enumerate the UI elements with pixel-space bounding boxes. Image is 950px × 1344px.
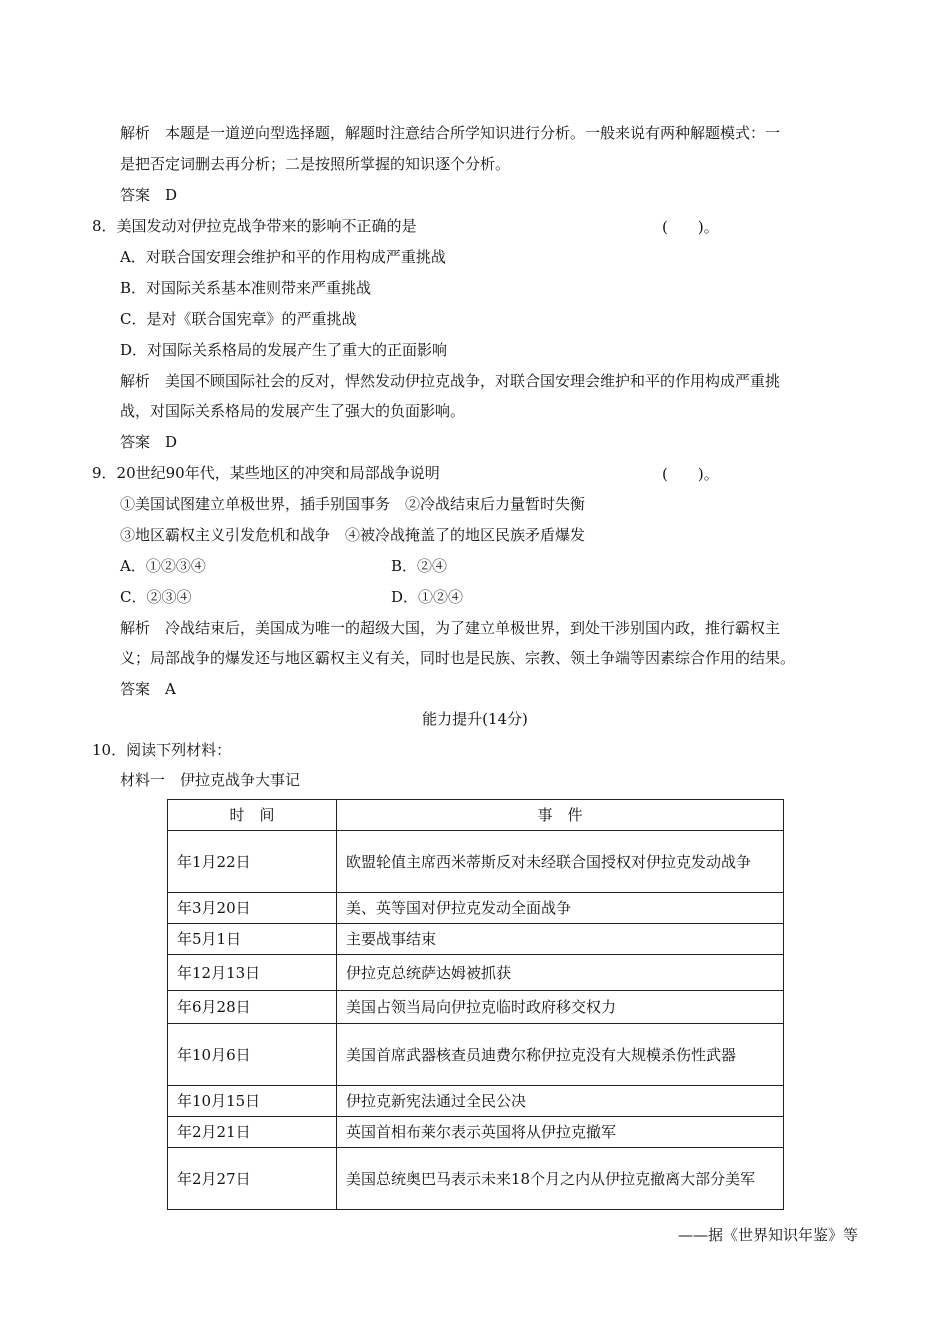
q9-option-d: D．①②④	[391, 588, 464, 606]
header-time: 时 间	[168, 800, 337, 831]
q9-analysis-line1: 解析 冷战结束后，美国成为唯一的超级大国，为了建立单极世界，到处干涉别国内政，推行霸权主	[120, 619, 781, 637]
q9-stem: 9．20世纪90年代，某些地区的冲突和局部战争说明	[92, 464, 440, 482]
row-time: 年12月13日	[168, 955, 337, 991]
row-time: 年2月27日	[168, 1148, 337, 1210]
q7-analysis-line2: 是把否定词删去再分析；二是按照所掌握的知识逐个分析。	[120, 155, 511, 173]
q8-option-d: D．对国际关系格局的发展产生了重大的正面影响	[120, 341, 448, 359]
row-event: 欧盟轮值主席西米蒂斯反对未经联合国授权对伊拉克发动战争	[337, 831, 784, 893]
q9-option-a: A．①②③④	[120, 557, 206, 575]
section-title: 能力提升(14分)	[422, 710, 528, 728]
row-time: 年1月22日	[168, 831, 337, 893]
q8-option-c: C．是对《联合国宪章》的严重挑战	[120, 310, 357, 328]
q8-answer-blank: ( )。	[662, 218, 719, 236]
header-event: 事 件	[337, 800, 784, 831]
q8-option-a: A．对联合国安理会维护和平的作用构成严重挑战	[120, 248, 446, 266]
q8-analysis-line2: 战，对国际关系格局的发展产生了强大的负面影响。	[120, 402, 466, 420]
q9-items-line2: ③地区霸权主义引发危机和战争 ④被冷战掩盖了的地区民族矛盾爆发	[120, 526, 586, 544]
table-row	[168, 1086, 784, 1117]
q7-answer: 答案 D	[120, 186, 178, 204]
material-title: 材料一 伊拉克战争大事记	[120, 771, 301, 789]
row-event: 伊拉克总统萨达姆被抓获	[337, 955, 784, 991]
q8-option-b: B．对国际关系基本准则带来严重挑战	[120, 279, 372, 297]
table-row	[168, 924, 784, 955]
table-row	[168, 1117, 784, 1148]
row-event: 美国占领当局向伊拉克临时政府移交权力	[337, 991, 784, 1024]
table-row	[168, 1024, 784, 1086]
row-event: 美、英等国对伊拉克发动全面战争	[337, 893, 784, 924]
table-header-row	[168, 800, 784, 831]
events-table	[167, 799, 784, 1210]
q9-items-line1: ①美国试图建立单极世界，插手别国事务 ②冷战结束后力量暂时失衡	[120, 495, 586, 513]
row-time: 年10月15日	[168, 1086, 337, 1117]
table-row	[168, 831, 784, 893]
q9-analysis-line2: 义；局部战争的爆发还与地区霸权主义有关，同时也是民族、宗教、领土争端等因素综合作用的结果。	[120, 649, 796, 667]
row-event: 主要战事结束	[337, 924, 784, 955]
q9-option-b: B．②④	[391, 557, 448, 575]
row-time: 年5月1日	[168, 924, 337, 955]
row-event: 美国首席武器核查员迪费尔称伊拉克没有大规模杀伤性武器	[337, 1024, 784, 1086]
row-event: 伊拉克新宪法通过全民公决	[337, 1086, 784, 1117]
table-row	[168, 955, 784, 991]
table-row	[168, 893, 784, 924]
row-time: 年3月20日	[168, 893, 337, 924]
table-row	[168, 991, 784, 1024]
q9-answer-blank: ( )。	[662, 465, 719, 483]
q7-analysis-line1: 解析 本题是一道逆向型选择题，解题时注意结合所学知识进行分析。一般来说有两种解题模式：一	[120, 124, 781, 142]
q8-analysis-line1: 解析 美国不顾国际社会的反对，悍然发动伊拉克战争，对联合国安理会维护和平的作用构成严重挑	[120, 372, 781, 390]
q8-stem: 8．美国发动对伊拉克战争带来的影响不正确的是	[92, 217, 417, 235]
row-event: 英国首相布莱尔表示英国将从伊拉克撤军	[337, 1117, 784, 1148]
row-time: 年6月28日	[168, 991, 337, 1024]
q9-answer: 答案 A	[120, 680, 176, 698]
q10-stem: 10．阅读下列材料：	[92, 741, 232, 759]
q9-option-c: C．②③④	[120, 588, 192, 606]
row-time: 年10月6日	[168, 1024, 337, 1086]
row-event: 美国总统奥巴马表示未来18个月之内从伊拉克撤离大部分美军	[337, 1148, 784, 1210]
source-citation: ——据《世界知识年鉴》等	[677, 1226, 858, 1244]
table-row	[168, 1148, 784, 1210]
q8-answer: 答案 D	[120, 433, 178, 451]
row-time: 年2月21日	[168, 1117, 337, 1148]
